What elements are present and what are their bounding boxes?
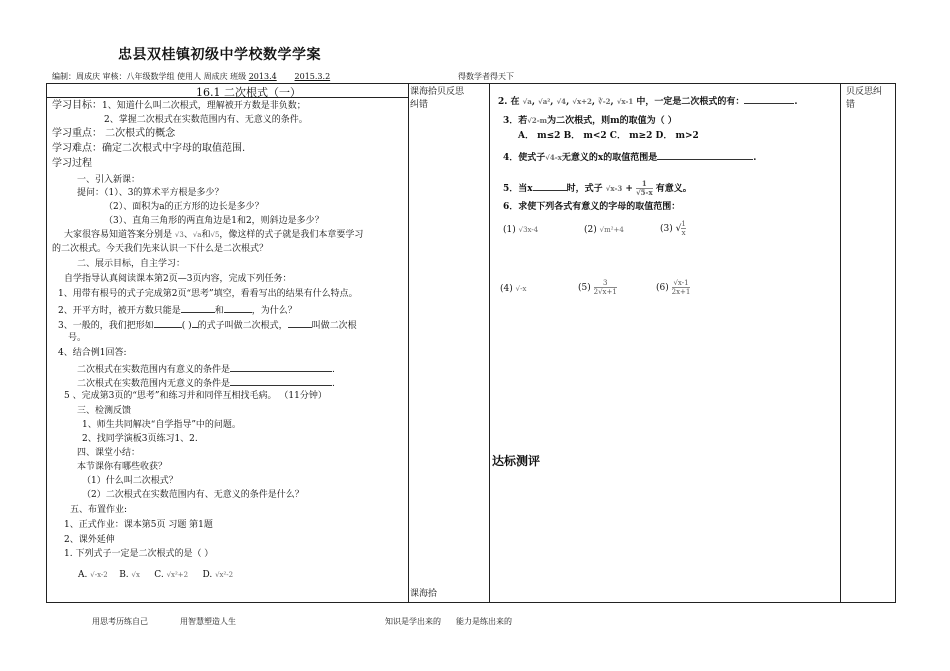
intro-question-1: 提问：（1）、3的算术平方根是多少？ [77, 188, 224, 198]
footer-slogan-1: 用思考历练自己 [92, 617, 148, 626]
section-2: 二、展示目标，自主学习： [77, 259, 186, 269]
intro-question-3: （3）、直角三角形的两直角边是1和2，则斜边是多少？ [104, 216, 324, 226]
summary-question: 本节课你有哪些收获？ [77, 462, 168, 472]
q6-4-label: (4) [500, 284, 513, 294]
homework-2: 2、课外延伸 [64, 535, 115, 545]
q5-denominator: √5-x [636, 188, 653, 197]
key-point: 学习重点： 二次根式的概念 [52, 128, 176, 139]
footer-slogan-4: 能力是练出来的 [456, 617, 512, 626]
document-meta [52, 71, 330, 82]
q6-5-fraction [594, 279, 617, 296]
q6-row-1 [503, 224, 538, 236]
q6-6-denominator: 2x+1 [671, 288, 691, 296]
intro-question-2: （2）、面积为a的正方形的边长是多少？ [104, 202, 264, 212]
task-2-text: 2、开平方时，被开方数只能是 [58, 306, 181, 316]
q6-3-label: (3) [660, 224, 673, 234]
task-5: 5 、完成第3页的“思考”和练习并和同伴互相找毛病。 （11分钟） [64, 391, 327, 401]
task-4-blank-2[interactable] [230, 376, 332, 386]
intro-and: 和 [201, 230, 211, 240]
option-a-label: A. [78, 570, 88, 580]
radical-3: √3 [174, 231, 184, 239]
feedback-2: 2、找同学演板3页练习1、2. [82, 434, 198, 444]
task-2-blank-2[interactable] [224, 303, 252, 313]
task-3-end: 号。 [68, 333, 87, 343]
question-6: 6．求使下列各式有意义的字母的取值范围： [503, 202, 681, 212]
lesson-title: 16.1 二次根式（一） [196, 86, 301, 99]
column-divider [489, 83, 490, 603]
q5-fraction [636, 180, 653, 197]
footer-slogan-2: 用智慧塑造人生 [180, 617, 236, 626]
task-3-paren: ( ) [181, 321, 192, 331]
q6-row-4 [500, 283, 526, 295]
q6-3-denominator: x [681, 229, 686, 237]
section-4: 四、课堂小结： [77, 448, 141, 458]
q3-options: A． m≤2 B． m<2 C． m≥2 D． m>2 [518, 131, 699, 141]
summary-2: （2）二次根式在实数范围内有、无意义的条件是什么？ [82, 490, 304, 500]
q6-3-fraction [681, 220, 685, 237]
q6-row-3: (3) $√\frac{1}{x}$ [660, 220, 686, 237]
task-4-blank-1[interactable] [230, 362, 332, 372]
q6-2-expr: √m²+4 [599, 226, 624, 234]
q6-6-fraction [672, 279, 691, 296]
q6-5-denominator: 2√x+1 [593, 288, 617, 296]
q2-tail: 中，一定是二次根式的有： [636, 97, 745, 107]
task-2-tail: ，为什么？ [251, 306, 297, 316]
meta-date-1: 2013.4 [248, 72, 277, 81]
column-divider [840, 83, 841, 603]
q4-answer-blank[interactable] [657, 150, 753, 160]
learning-goals [52, 100, 306, 112]
q4-expr: √4-x [545, 153, 562, 162]
difficulty: 学习难点：确定二次根式中字母的取值范围. [52, 143, 246, 154]
option-d-label: D. [202, 570, 213, 580]
section-1: 一、引入新课： [77, 175, 141, 185]
footer-slogan-3: 知识是学出来的 [385, 617, 441, 626]
option-a-expr: √-x-2 [90, 571, 108, 579]
q6-4-expr: √-x [515, 285, 527, 293]
task-3-tail: 叫做二次根 [311, 321, 357, 331]
q6-6-numerator: √x-1 [673, 279, 689, 287]
task-3-blank-3[interactable] [288, 318, 312, 328]
q2-answer-blank[interactable] [744, 94, 794, 104]
intro-text: 大家很容易知道答案分别是 [64, 230, 173, 240]
q6-1-expr: √3x-4 [518, 226, 539, 234]
q5-answer-blank[interactable] [533, 181, 567, 191]
radical-5: √5 [210, 231, 220, 239]
task-2-blank-1[interactable] [181, 303, 215, 313]
q4-tail: 无意义的x的取值范围是 [561, 153, 658, 163]
option-c-expr: √x²+2 [166, 571, 189, 579]
goal-2: 2、掌握二次根式在实数范围内有、无意义的条件。 [104, 115, 308, 125]
mc-question: 1. 下列式子一定是二次根式的是（ ） [64, 549, 214, 559]
task-4: 4、结合例1回答: [58, 348, 127, 358]
task-2-and: 和 [214, 306, 224, 316]
self-study-guide: 自学指导认真阅读课本第2页—3页内容，完成下列任务： [64, 274, 292, 284]
sidebar-reflection-right: 贝反思纠错 [846, 87, 883, 110]
q6-5-label: (5) [578, 283, 591, 293]
question-5 [503, 180, 692, 197]
intro-paragraph: 大家很容易知道答案分别是 √3、√a和√5，像这样的式子就是我们本章要学习 [64, 230, 364, 240]
q2-expr-5: ∛-2 [598, 97, 611, 106]
q2-lead: 2. 在 [498, 97, 520, 107]
intro-paragraph-end: 的二次根式。今天我们先来认识一下什么是二次根式？ [52, 244, 269, 254]
q2-expr-1: √a [522, 97, 532, 106]
task-3 [58, 318, 357, 332]
question-4: 4．使式子√4-x无意义的x的取值范围是 . [503, 150, 756, 164]
q6-5-numerator: 3 [602, 279, 608, 287]
meta-date-2: 2015.3.2 [294, 72, 331, 81]
q5-lead: 5．当x [503, 184, 533, 194]
intro-text-2: ，像这样的式子就是我们本章要学习 [219, 230, 364, 240]
header-motto: 得数学者得天下 [458, 72, 514, 81]
task-4-line-2: 二次根式在实数范围内无意义的条件是 . [77, 376, 335, 390]
homework-1: 1、正式作业：课本第5页 习题 第1题 [64, 520, 213, 530]
q6-2-label: (2) [584, 225, 597, 235]
option-c-label: C. [154, 570, 164, 580]
option-d-expr: √x²-2 [215, 571, 234, 579]
q6-3-numerator: 1 [681, 220, 686, 228]
task-3-blank-1[interactable] [154, 318, 182, 328]
q2-expr-4: √x+2 [572, 97, 592, 106]
process-heading: 学习过程 [52, 158, 92, 169]
q5-tail: 有意义。 [655, 184, 692, 194]
task-4-line-1-text: 二次根式在实数范围内有意义的条件是 [77, 365, 231, 375]
school-title: 忠县双桂镇初级中学校数学学案 [118, 47, 321, 63]
task-2 [58, 303, 297, 317]
summary-1: （1）什么叫二次根式？ [82, 476, 178, 486]
task-3-mid: 的式子叫做二次根式， [197, 321, 288, 331]
q2-expr-2: √a² [538, 97, 551, 106]
option-b-label: B. [119, 570, 129, 580]
q2-expr-3: √4 [556, 97, 567, 106]
task-3-text: 3、一般的，我们把形如 [58, 321, 154, 331]
radical-a: √a [192, 231, 202, 239]
meta-prefix: 编制：周成庆 审核：八年级数学组 使用人 周成庆 班级 [52, 72, 247, 81]
goals-label: 学习目标： [52, 100, 102, 111]
goal-1: 1、知道什么叫二次根式，理解被开方数是非负数； [102, 101, 306, 111]
q5-numerator: 1 [641, 179, 647, 188]
q2-expr-6: √x-1 [616, 97, 634, 106]
q6-1-label: (1) [503, 225, 516, 235]
q3-lead: 3．若 [503, 116, 528, 126]
q5-mid: 时，式子 [566, 184, 603, 194]
task-4-line-1: 二次根式在实数范围内有意义的条件是 . [77, 362, 335, 376]
feedback-1: 1、师生共同解决“自学指导”中的问题。 [82, 420, 241, 430]
q6-row-5 [578, 279, 617, 296]
column-divider [408, 83, 409, 603]
section-3: 三、检测反馈 [77, 406, 132, 416]
sidebar-reflection-bottom: 课海拾 [410, 589, 438, 599]
q3-tail: 为二次根式，则m的取值为（ ） [547, 116, 677, 126]
q5-plus: + [625, 184, 633, 194]
q4-lead: 4．使式子 [503, 153, 546, 163]
q6-row-6 [656, 279, 690, 296]
question-3 [503, 115, 677, 127]
assessment-heading: 达标测评 [492, 454, 541, 468]
q5-expr-1: √x-3 [605, 184, 623, 193]
question-2: 2. 在 √a, √a², √4, √x+2, ∛-2, √x-1 中，一定是二次根式的有： . [498, 94, 798, 108]
q3-expr: √2-m [527, 116, 548, 125]
task-4-line-2-text: 二次根式在实数范围内无意义的条件是 [77, 379, 231, 389]
section-5: 五、布置作业: [70, 505, 128, 515]
sidebar-reflection-top: 课海拾贝反思纠错 [410, 87, 465, 110]
task-1: 1、用带有根号的式子完成第2页“思考”填空，看看写出的结果有什么特点。 [58, 289, 358, 299]
q6-row-2 [584, 224, 624, 236]
option-b-expr: √x [131, 571, 140, 579]
q6-6-label: (6) [656, 283, 669, 293]
mc-options [78, 569, 233, 581]
